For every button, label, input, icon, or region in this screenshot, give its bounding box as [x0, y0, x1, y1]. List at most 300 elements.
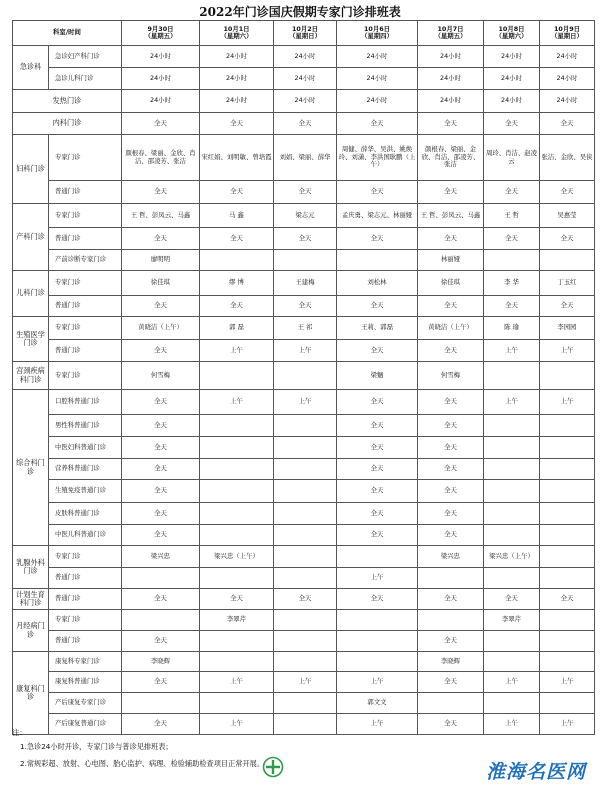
- schedule-cell: 刘松林: [337, 271, 418, 296]
- schedule-cell: [484, 415, 540, 437]
- schedule-cell: 上午: [200, 340, 274, 362]
- table-row: [13, 135, 595, 181]
- schedule-cell: 徐佳琪: [418, 271, 484, 296]
- clinic-type-cell: 专家门诊: [49, 610, 122, 631]
- schedule-cell: 黄晓洁（上午）: [122, 317, 200, 340]
- schedule-cell: 上午: [484, 390, 540, 415]
- header-row: [13, 21, 595, 46]
- schedule-cell: 24小时: [200, 68, 274, 90]
- clinic-type-cell: 男性科普通门诊: [49, 415, 122, 437]
- schedule-cell: 梁兴忠: [418, 546, 484, 568]
- clinic-type-cell: 康复科普通门诊: [49, 672, 122, 693]
- schedule-cell: 吴惠莹: [540, 204, 595, 228]
- schedule-cell: 全天: [122, 340, 200, 362]
- clinic-type-cell: 口腔科普通门诊: [49, 390, 122, 415]
- clinic-type-cell: 急诊妇产科门诊: [49, 46, 122, 68]
- schedule-cell: 黄晓洁（上午）: [418, 317, 484, 340]
- schedule-cell: 24小时: [337, 90, 418, 113]
- header-weekday: （星期日）: [551, 32, 583, 40]
- schedule-cell: [540, 415, 595, 437]
- schedule-cell: 全天: [122, 503, 200, 525]
- table-row: [13, 437, 595, 459]
- schedule-cell: 梁兴忠（上午）: [484, 546, 540, 568]
- department-cell: 儿科门诊: [13, 271, 49, 317]
- schedule-cell: 上午: [484, 340, 540, 362]
- schedule-cell: [274, 525, 337, 546]
- schedule-cell: 全天: [337, 525, 418, 546]
- schedule-cell: [484, 631, 540, 652]
- table-row: [13, 271, 595, 296]
- header-date: 9月30日: [147, 24, 174, 33]
- schedule-cell: 张洁、金欣、吴侠: [540, 135, 595, 181]
- schedule-cell: [200, 503, 274, 525]
- schedule-cell: 缪 博: [200, 271, 274, 296]
- schedule-cell: [274, 568, 337, 589]
- schedule-cell: [274, 631, 337, 652]
- clinic-type-cell: 生殖免疫普通门诊: [49, 480, 122, 503]
- header-weekday: （星期日）: [289, 32, 321, 40]
- schedule-cell: 周玲、肖洁、赵凌云: [484, 135, 540, 181]
- schedule-cell: 全天: [122, 415, 200, 437]
- table-row: [13, 46, 595, 68]
- schedule-cell: [200, 525, 274, 546]
- table-row: [13, 415, 595, 437]
- header-weekday: （星期四）: [361, 32, 393, 40]
- schedule-cell: 全天: [337, 181, 418, 204]
- table-row: [13, 181, 595, 204]
- schedule-cell: [200, 459, 274, 480]
- department-cell: 急诊科: [13, 46, 49, 90]
- table-row: [13, 340, 595, 362]
- schedule-cell: [200, 568, 274, 589]
- schedule-cell: [200, 652, 274, 672]
- schedule-cell: [540, 459, 595, 480]
- schedule-cell: 宋红娟、刘明敏、曾培霞: [200, 135, 274, 181]
- schedule-cell: [274, 714, 337, 735]
- header-date-cell: [274, 21, 337, 46]
- schedule-cell: 24小时: [418, 68, 484, 90]
- schedule-cell: 丁玉红: [540, 271, 595, 296]
- header-weekday: （星期六）: [220, 32, 253, 40]
- table-row: [13, 525, 595, 546]
- schedule-cell: 24小时: [418, 90, 484, 113]
- schedule-cell: [418, 568, 484, 589]
- clinic-type-cell: 产后康复普通门诊: [49, 714, 122, 735]
- watermark-logo-icon: [262, 756, 284, 778]
- schedule-cell: 梁魑: [337, 362, 418, 390]
- schedule-cell: 上午: [200, 672, 274, 693]
- schedule-cell: 上午: [540, 340, 595, 362]
- schedule-cell: 全天: [337, 503, 418, 525]
- schedule-cell: [418, 610, 484, 631]
- department-cell: 宫颈疾病科门诊: [13, 362, 49, 390]
- schedule-cell: 上午: [540, 390, 595, 415]
- schedule-cell: 全天: [540, 589, 595, 610]
- department-cell: 内科门诊: [13, 113, 122, 135]
- header-date-cell: [337, 21, 418, 46]
- schedule-cell: 陈 瑜: [484, 317, 540, 340]
- header-corner: 科室/时间: [13, 21, 122, 46]
- schedule-cell: 全天: [122, 459, 200, 480]
- schedule-cell: 全天: [337, 390, 418, 415]
- schedule-cell: [540, 437, 595, 459]
- schedule-cell: [200, 631, 274, 652]
- schedule-cell: [200, 362, 274, 390]
- schedule-cell: 全天: [418, 340, 484, 362]
- schedule-cell: 全天: [418, 228, 484, 250]
- schedule-cell: [484, 437, 540, 459]
- schedule-cell: 全天: [418, 525, 484, 546]
- table-row: [13, 250, 595, 271]
- schedule-cell: 全天: [122, 113, 200, 135]
- schedule-cell: [484, 652, 540, 672]
- header-date-cell: [540, 21, 595, 46]
- schedule-cell: [274, 693, 337, 714]
- schedule-cell: [484, 568, 540, 589]
- schedule-cell: 梁兴忠（上午）: [200, 546, 274, 568]
- department-cell: 产科门诊: [13, 204, 49, 271]
- schedule-cell: [540, 362, 595, 390]
- schedule-cell: [274, 459, 337, 480]
- table-row: [13, 459, 595, 480]
- schedule-cell: [122, 568, 200, 589]
- schedule-cell: 全天: [418, 296, 484, 317]
- schedule-cell: [122, 610, 200, 631]
- schedule-cell: 上午: [274, 672, 337, 693]
- schedule-cell: 全天: [418, 113, 484, 135]
- clinic-type-cell: 专家门诊: [49, 204, 122, 228]
- department-cell: 乳腺外科门诊: [13, 546, 49, 589]
- schedule-cell: [200, 415, 274, 437]
- schedule-cell: [540, 610, 595, 631]
- schedule-cell: 全天: [337, 437, 418, 459]
- header-date: 10月9日: [553, 24, 581, 33]
- schedule-cell: 全天: [200, 181, 274, 204]
- notes-label: 注：: [12, 728, 27, 737]
- schedule-cell: 24小时: [484, 46, 540, 68]
- table-row: [13, 228, 595, 250]
- schedule-cell: 全天: [418, 390, 484, 415]
- schedule-cell: 全天: [200, 589, 274, 610]
- table-row: [13, 362, 595, 390]
- table-row: [13, 503, 595, 525]
- schedule-cell: 24小时: [274, 46, 337, 68]
- schedule-cell: 李晓辉: [418, 652, 484, 672]
- header-date: 10月2日: [291, 24, 319, 33]
- schedule-cell: 上午: [274, 340, 337, 362]
- schedule-cell: 郭 磊: [200, 317, 274, 340]
- schedule-cell: [418, 693, 484, 714]
- schedule-cell: 全天: [122, 672, 200, 693]
- schedule-cell: 24小时: [540, 46, 595, 68]
- clinic-type-cell: 普通门诊: [49, 228, 122, 250]
- schedule-cell: 林丽娅: [418, 250, 484, 271]
- clinic-type-cell: 普通门诊: [49, 340, 122, 362]
- table-row: [13, 652, 595, 672]
- header-date-cell: [200, 21, 274, 46]
- schedule-cell: 全天: [200, 228, 274, 250]
- schedule-cell: 全天: [274, 589, 337, 610]
- schedule-cell: 周健、薛华、吴洪、姚焕玲、刘潇、李洪国耿鹏（上午）: [337, 135, 418, 181]
- schedule-cell: 全天: [337, 415, 418, 437]
- schedule-cell: 上午: [484, 672, 540, 693]
- schedule-cell: 24小时: [200, 46, 274, 68]
- schedule-cell: 24小时: [484, 68, 540, 90]
- clinic-type-cell: 普通门诊: [49, 589, 122, 610]
- schedule-cell: [484, 693, 540, 714]
- schedule-cell: 全天: [122, 714, 200, 735]
- schedule-cell: 全天: [484, 228, 540, 250]
- note-item: 2.常规彩超、放射、心电图、胎心监护、病理、检验辅助检查项目正常开展。: [20, 759, 265, 768]
- schedule-cell: 全天: [337, 113, 418, 135]
- schedule-cell: 梁志元: [274, 204, 337, 228]
- schedule-table: [12, 20, 595, 735]
- schedule-cell: 廖明明: [122, 250, 200, 271]
- schedule-cell: 王建梅: [274, 271, 337, 296]
- schedule-cell: 全天: [540, 181, 595, 204]
- schedule-cell: 李翠芹: [200, 610, 274, 631]
- schedule-cell: [540, 250, 595, 271]
- schedule-cell: 24小时: [274, 68, 337, 90]
- schedule-cell: 全天: [337, 589, 418, 610]
- schedule-cell: 全天: [122, 228, 200, 250]
- clinic-type-cell: 产后康复专家门诊: [49, 693, 122, 714]
- schedule-cell: 何雪梅: [418, 362, 484, 390]
- schedule-cell: 上午: [200, 714, 274, 735]
- header-date-cell: [122, 21, 200, 46]
- schedule-cell: 24小时: [122, 46, 200, 68]
- schedule-cell: 李翠芹: [484, 610, 540, 631]
- schedule-cell: [540, 631, 595, 652]
- schedule-cell: 全天: [418, 672, 484, 693]
- schedule-cell: [274, 362, 337, 390]
- schedule-cell: 何雪梅: [122, 362, 200, 390]
- schedule-cell: 颜根春、梁丽、金欣、肖洁、邵凌芳、张洁: [418, 135, 484, 181]
- clinic-type-cell: 营养科普通门诊: [49, 459, 122, 480]
- schedule-cell: 全天: [122, 437, 200, 459]
- schedule-cell: 全天: [484, 589, 540, 610]
- schedule-cell: 24小时: [122, 68, 200, 90]
- schedule-cell: [484, 459, 540, 480]
- clinic-type-cell: 普通门诊: [49, 631, 122, 652]
- schedule-cell: 全天: [122, 181, 200, 204]
- schedule-cell: 上午: [337, 714, 418, 735]
- schedule-cell: [540, 652, 595, 672]
- schedule-cell: [200, 250, 274, 271]
- schedule-cell: 上午: [540, 672, 595, 693]
- schedule-cell: [484, 362, 540, 390]
- schedule-cell: 全天: [418, 631, 484, 652]
- schedule-cell: 24小时: [540, 90, 595, 113]
- schedule-cell: [274, 503, 337, 525]
- schedule-cell: 全天: [418, 589, 484, 610]
- schedule-cell: [540, 568, 595, 589]
- table-row: [13, 714, 595, 735]
- schedule-cell: [274, 610, 337, 631]
- schedule-cell: 上午: [274, 390, 337, 415]
- schedule-cell: 全天: [418, 415, 484, 437]
- table-row: [13, 480, 595, 503]
- schedule-cell: [540, 480, 595, 503]
- schedule-cell: 上午: [484, 714, 540, 735]
- table-row: [13, 589, 595, 610]
- schedule-cell: 全天: [337, 296, 418, 317]
- schedule-cell: [337, 652, 418, 672]
- table-row: [13, 113, 595, 135]
- schedule-cell: 24小时: [484, 90, 540, 113]
- clinic-type-cell: 专家门诊: [49, 271, 122, 296]
- schedule-cell: 全天: [484, 296, 540, 317]
- schedule-cell: [540, 525, 595, 546]
- schedule-cell: 郭文文: [337, 693, 418, 714]
- schedule-cell: [274, 652, 337, 672]
- table-row: [13, 296, 595, 317]
- schedule-cell: 全天: [274, 296, 337, 317]
- schedule-cell: [337, 610, 418, 631]
- department-cell: 生殖医学门诊: [13, 317, 49, 362]
- schedule-cell: 全天: [418, 714, 484, 735]
- clinic-type-cell: 皮肤科普通门诊: [49, 503, 122, 525]
- clinic-type-cell: 专家门诊: [49, 362, 122, 390]
- schedule-cell: 王 祁: [274, 317, 337, 340]
- schedule-cell: [484, 250, 540, 271]
- schedule-cell: 全天: [418, 503, 484, 525]
- schedule-cell: 上午: [540, 714, 595, 735]
- clinic-type-cell: 普通门诊: [49, 568, 122, 589]
- table-row: [13, 317, 595, 340]
- schedule-cell: [484, 525, 540, 546]
- schedule-cell: [200, 480, 274, 503]
- schedule-cell: [274, 437, 337, 459]
- table-row: [13, 631, 595, 652]
- schedule-cell: 全天: [122, 390, 200, 415]
- schedule-cell: 全天: [540, 296, 595, 317]
- schedule-cell: 24小时: [337, 68, 418, 90]
- schedule-cell: [274, 250, 337, 271]
- schedule-cell: 全天: [274, 228, 337, 250]
- schedule-cell: [337, 250, 418, 271]
- schedule-cell: [200, 693, 274, 714]
- schedule-cell: 李 华: [484, 271, 540, 296]
- schedule-cell: 全天: [122, 631, 200, 652]
- clinic-type-cell: 康复科专家门诊: [49, 652, 122, 672]
- schedule-cell: [540, 693, 595, 714]
- schedule-cell: [484, 503, 540, 525]
- schedule-cell: 梁兴忠: [122, 546, 200, 568]
- department-cell: 月经病门诊: [13, 610, 49, 652]
- schedule-cell: [540, 546, 595, 568]
- department-cell: 发热门诊: [13, 90, 122, 113]
- department-cell: 综合科门诊: [13, 390, 49, 546]
- table-row: [13, 610, 595, 631]
- clinic-type-cell: 产前诊断专家门诊: [49, 250, 122, 271]
- schedule-cell: 24小时: [274, 90, 337, 113]
- table-row: [13, 568, 595, 589]
- table-row: [13, 90, 595, 113]
- schedule-cell: 颜根春、梁丽、金欣、肖洁、邵凌芳、张洁: [122, 135, 200, 181]
- schedule-cell: 全天: [122, 525, 200, 546]
- schedule-cell: 上午: [337, 672, 418, 693]
- schedule-cell: 徐佳琪: [122, 271, 200, 296]
- schedule-cell: [274, 546, 337, 568]
- table-row: [13, 672, 595, 693]
- table-row: [13, 68, 595, 90]
- department-cell: 计划生育科门诊: [13, 589, 49, 610]
- schedule-cell: 全天: [337, 480, 418, 503]
- schedule-cell: 刘娟、梁丽、薛华: [274, 135, 337, 181]
- schedule-cell: 上午: [200, 390, 274, 415]
- schedule-cell: 上午: [337, 568, 418, 589]
- schedule-cell: 全天: [200, 113, 274, 135]
- schedule-cell: 全天: [274, 113, 337, 135]
- header-date-cell: [418, 21, 484, 46]
- schedule-cell: 全天: [418, 181, 484, 204]
- watermark: 淮海名医网: [485, 761, 586, 783]
- header-date-cell: [484, 21, 540, 46]
- clinic-type-cell: 专家门诊: [49, 135, 122, 181]
- clinic-type-cell: 普通门诊: [49, 296, 122, 317]
- table-row: [13, 390, 595, 415]
- table-row: [13, 546, 595, 568]
- department-cell: 康复科门诊: [13, 652, 49, 735]
- clinic-type-cell: 中医儿科普通门诊: [49, 525, 122, 546]
- header-date: 10月7日: [437, 24, 464, 33]
- schedule-cell: 李园园: [540, 317, 595, 340]
- schedule-cell: 24小时: [418, 46, 484, 68]
- schedule-cell: 全天: [418, 459, 484, 480]
- schedule-cell: 24小时: [200, 90, 274, 113]
- schedule-cell: 王 哲: [484, 204, 540, 228]
- schedule-cell: 全天: [337, 340, 418, 362]
- schedule-cell: [200, 437, 274, 459]
- schedule-cell: 全天: [484, 181, 540, 204]
- table-row: [13, 204, 595, 228]
- clinic-type-cell: 中医妇科普通门诊: [49, 437, 122, 459]
- schedule-cell: 全天: [122, 296, 200, 317]
- schedule-cell: 全天: [337, 459, 418, 480]
- schedule-cell: 全天: [484, 113, 540, 135]
- schedule-cell: [484, 480, 540, 503]
- schedule-cell: 全天: [418, 480, 484, 503]
- header-weekday: （星期六）: [495, 32, 528, 40]
- department-cell: 妇科门诊: [13, 135, 49, 204]
- schedule-cell: 全天: [122, 589, 200, 610]
- schedule-cell: 王莉、郭磊: [337, 317, 418, 340]
- header-date: 10月1日: [223, 24, 250, 33]
- schedule-cell: 全天: [274, 181, 337, 204]
- schedule-cell: [274, 480, 337, 503]
- schedule-cell: 马 鑫: [200, 204, 274, 228]
- schedule-cell: 李晓辉: [122, 652, 200, 672]
- schedule-cell: [540, 503, 595, 525]
- note-item: 1.急诊24小时开诊，专家门诊与普诊见排班表；: [20, 742, 173, 751]
- schedule-cell: [337, 631, 418, 652]
- schedule-cell: [122, 693, 200, 714]
- schedule-cell: 王 哲、彭凤云、马鑫: [418, 204, 484, 228]
- page-title: 2022年门诊国庆假期专家门诊排班表: [199, 5, 401, 19]
- schedule-cell: 全天: [540, 113, 595, 135]
- schedule-cell: [337, 546, 418, 568]
- header-weekday: （星期五）: [144, 32, 177, 40]
- schedule-cell: 24小时: [540, 68, 595, 90]
- table-row: [13, 693, 595, 714]
- header-date: 10月6日: [363, 24, 391, 33]
- schedule-cell: 24小时: [337, 46, 418, 68]
- schedule-cell: [274, 415, 337, 437]
- header-date: 10月8日: [498, 24, 525, 33]
- schedule-cell: 24小时: [122, 90, 200, 113]
- schedule-cell: 全天: [200, 296, 274, 317]
